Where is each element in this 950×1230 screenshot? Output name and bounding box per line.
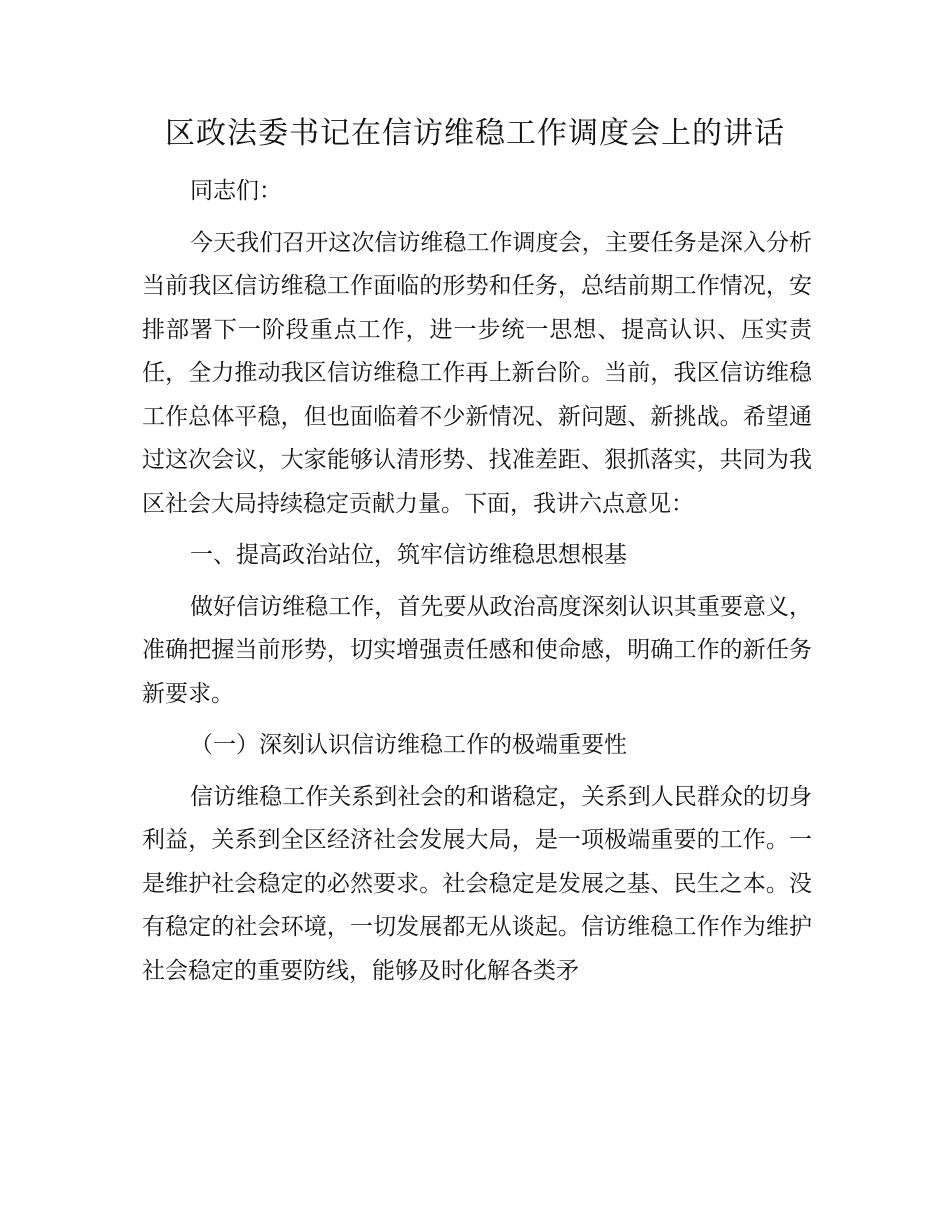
paragraph-section-intro: 做好信访维稳工作，首先要从政治高度深刻认识其重要意义，准确把握当前形势，切实增强责任感和使命感，明确工作的新任务新要求。 <box>142 593 812 707</box>
salutation: 同志们： <box>190 178 282 204</box>
subsection-heading: （一）深刻认识信访维稳工作的极端重要性 <box>190 732 627 758</box>
section-heading: 一、提高政治站位，筑牢信访维稳思想根基 <box>190 542 627 568</box>
paragraph-subsection: 信访维稳工作关系到社会的和谐稳定，关系到人民群众的切身利益，关系到全区经济社会发展大局，是一项极端重要的工作。一是维护社会稳定的必然要求。社会稳定是发展之基、民生之本。没有稳定的社会环境，一切发展都无从谈起。信访维稳工作作为维护社会稳定的重要防线，能够及时化解各类矛 <box>142 783 812 984</box>
document-body <box>142 170 812 1001</box>
document-title: 区政法委书记在信访维稳工作调度会上的讲话 <box>165 116 785 151</box>
paragraph-intro: 今天我们召开这次信访维稳工作调度会，主要任务是深入分析当前我区信访维稳工作面临的形势和任务，总结前期工作情况，安排部署下一阶段重点工作，进一步统一思想、提高认识、压实责任，全力推动我区信访维稳工作再上新台阶。当前，我区信访维稳工作总体平稳，但也面临着不少新情况、新问题、新挑战。希望通过这次会议，大家能够认清形势、找准差距、狠抓落实，共同为我区社会大局持续稳定贡献力量。下面，我讲六点意见： <box>142 229 812 517</box>
